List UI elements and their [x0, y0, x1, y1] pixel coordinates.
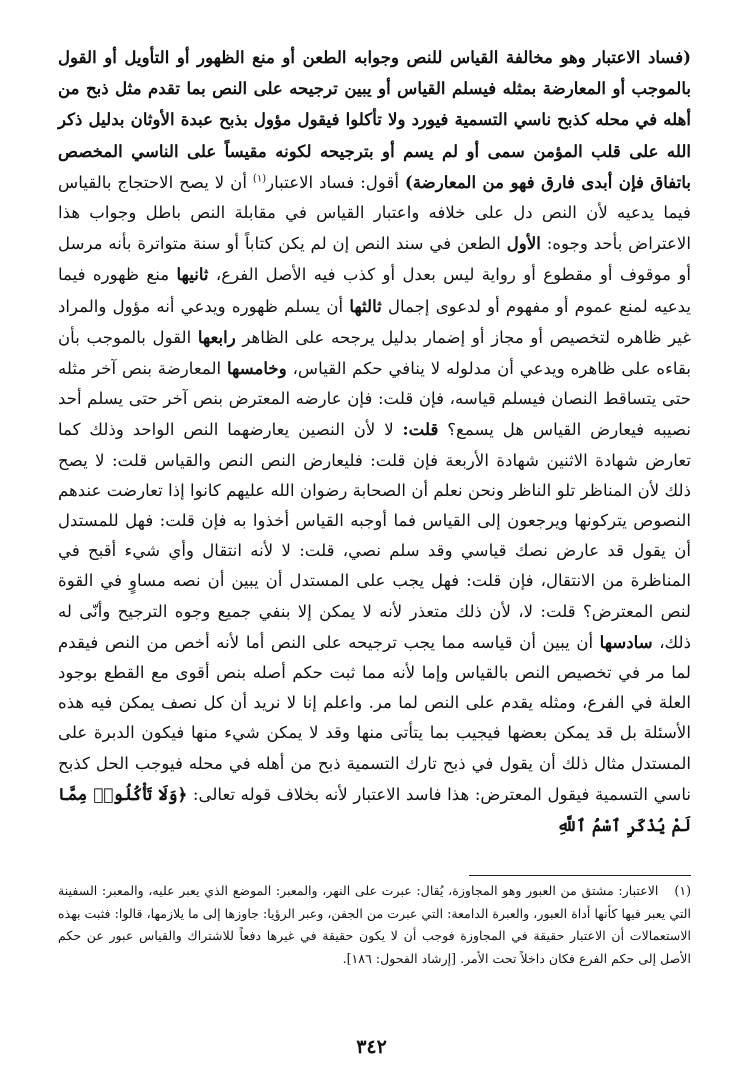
commentary-text: أن يبين أن قياسه مما يجب ترجيحه على النص أما لأنه أخص من النص فيقدم لما مر في تخصيص النص بالقياس وإما لأنه مما ثبت حكم أصله بنص أقوى مع القطع بوجود العلة في الفرع، ومثله يقدم على النص لما مر. واعلم إنا لا نريد أن كل نصف يمكن فيه هذه الأسئلة بل قد يمكن بعضها فيجيب بما يتأتى منها وقد لا يمكن شيء منها فيكون الدبرة على المستدل مثال ذلك أن يقول في ذبح تارك التسمية ذبح من أهله في محله فيوجب الحل كذبح ناسي التسمية فيقول المعترض: هذا فاسد الاعتبار لأنه بخلاف قوله تعالى:: [58, 632, 692, 804]
bold-matn-passage: (فساد الاعتبار وهو مخالفة القياس للنص وجوابه الطعن أو منع الظهور أو التأويل أو القول بالموجب أو المعارضة بمثله فيسلم القياس أو يبين ترجيحه على النص بما تقدم مثل ذبح من أهله في محله كذبح ناسي التسمية فيورد ولا تأكلوا فيقول مؤول بذبح عبدة الأوثان بدليل ذكر الله على قلب المؤمن سمى أو لم يسم أو بترجيحه لكونه مقيساً على الناسي المخصص باتفاق فإن أبدى فارق فهو من المعارضة): [58, 47, 691, 192]
point-label-second: ثانيها: [176, 264, 209, 285]
footnote-separator: [469, 875, 691, 876]
point-label-third: ثالثها: [349, 295, 382, 316]
footnote-reference[interactable]: (١): [252, 173, 267, 185]
point-label-first: الأول: [506, 233, 541, 254]
quran-verse: ﴿وَلَا تَأْكُلُوا۟ مِمَّا لَمْ يُذْكَرِ ٱسْمُ ٱللَّهِ: [58, 783, 691, 836]
commentary-text: أن يسلم ظهوره ويدعي أنه مؤول والمراد غير ظاهره لتخصيص أو مجاز أو إضمار بدليل يرجحه على الظاهر: [58, 296, 691, 347]
point-label-fourth: رابعها: [197, 326, 236, 347]
footnote-number: (١): [674, 883, 691, 898]
commentary-text: لا لأن النصين يعارضهما النص الواحد وذلك كما تعارض شهادة الاثنين شهادة الأربعة فإن قلت: فليعارض النص النص والقياس قلت: لا يصح ذلك لأن المناظر تلو الناظر ونحن نعلم أن الصحابة رضوان الله عليهم كانوا إذا تعارضت عندهم النصوص يتركونها ويرجعون إلى القياس فما أوجبه القياس أخذوا به فإن قلت: فهل للمستدل أن يقول قد عارض نصك قياسي وقد سلم نصي، قلت: لا لأنه انتقال وأي شيء أقبح في المناظرة من الانتقال، فإن قلت: فهل يجب على المستدل أن يبين أن نصه مساوٍ في القوة لنص المعترض؟ قلت: لا، لأن ذلك متعذر لأنه لا يمكن إلا بنفي جميع وجوه الترجيح وأنّى له ذلك،: [58, 420, 691, 652]
answer-label: قلت:: [402, 419, 439, 440]
commentary-text: القول بالموجب بأن بقاءه على ظاهره ويدعي أن مدلوله لا ينافي حكم القياس،: [58, 327, 692, 379]
footnote: [58, 880, 691, 970]
point-label-fifth: وخامسها: [226, 358, 287, 379]
main-text-block: [58, 42, 691, 841]
point-label-sixth: سادسها: [599, 631, 653, 652]
commentary-text: أن لا يصح الاحتجاج بالقياس فيما يدعيه لأن النص دل على خلافه واعتبار القياس في مقابلة النص باطل وجواب هذا الاعتراض بأحد وجوه:: [58, 172, 691, 254]
commentary-text: منع ظهوره فيما يدعيه لمنع عموم أو مفهوم أو لدعوى إجمال: [58, 265, 691, 316]
commentary-text: أقول: فساد الاعتبار: [266, 172, 405, 192]
commentary-text: المعارضة بنص آخر مثله حتى يتساقط النصان فيسلم قياسه، فإن قلت: فإن عارضه المعترض بنص آخر حتى يسلم أحد نصيبه فيعارض القياس هل يسمع؟: [58, 359, 691, 440]
page-number: ٣٤٢: [356, 1036, 387, 1058]
footnote-text: الاعتبار: مشتق من العبور وهو المجاوزة، يُقال: عبرت على النهر، والمعبر: الموضع الذي يعبر عليه، والمعبر: السفينة التي يعبر فيها كأنها أداة العبور، والعبرة الدامعة: التي عبرت من الجفن، وعبر الرؤيا: جاوزها إلى ما يلازمها، قالوا: فثبت بهذه الاستعمالات أن الاعتبار حقيقة في المجاوزة فوجب أن لا يكون حقيقة في غيرها دفعاً للاشتراك والقياس عبور عن حكم الأصل إلى حكم الفرع فكان داخلاً تحت الأمر. [إرشاد الفحول: ١٨٦].: [58, 883, 691, 966]
commentary-text: الطعن في سند النص إن لم يكن كتاباً أو سنة متواترة بأنه مرسل أو موقوف أو مقطوع أو رواية ليس بعدل أو كذب فيه الأصل الفرع،: [58, 234, 691, 285]
